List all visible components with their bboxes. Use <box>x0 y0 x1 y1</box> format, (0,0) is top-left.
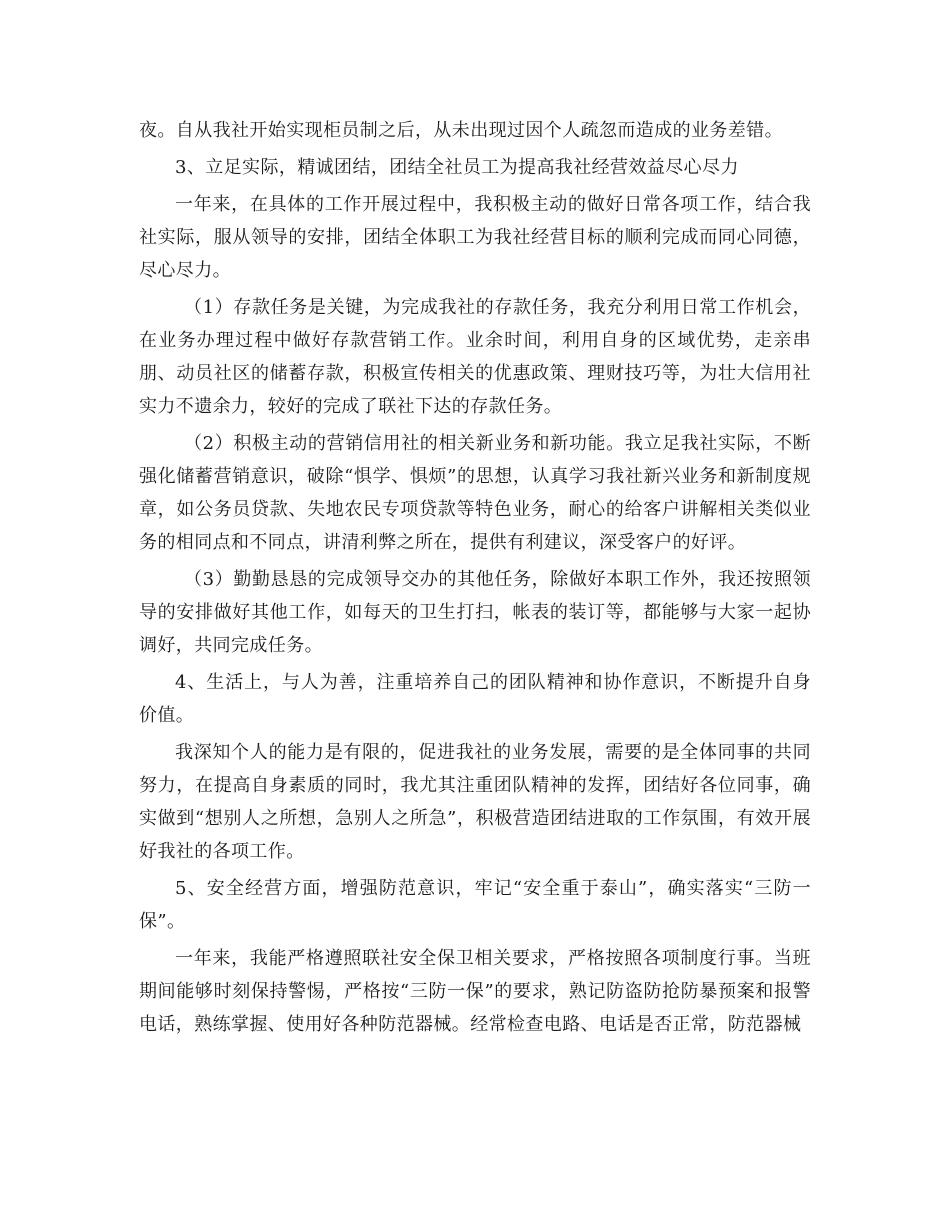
sub-item-2: （2）积极主动的营销信用社的相关新业务和新功能。我立足我社实际，不断强化储蓄营销意识，破除“惧学、惧烦”的思想，认真学习我社新兴业务和新制度规章，如公务员贷款、失地农民专项贷款等特色业务，耐心的给客户讲解相关类似业务的相同点和不同点，讲清利弊之所在，提供有利建议，深受客户的好评。 <box>139 433 811 553</box>
section-heading-4: 4、生活上，与人为善，注重培养自己的团队精神和协作意识，不断提升自身价值。 <box>139 672 811 726</box>
paragraph: 我深知个人的能力是有限的，促进我社的业务发展，需要的是全体同事的共同努力，在提高自身素质的同时，我尤其注重团队精神的发挥，团结好各位同事，确实做到“想别人之所想，急别人之所急”，积极营造团结进取的工作氛围，有效开展好我社的各项工作。 <box>139 742 811 862</box>
sub-item-3: （3）勤勤恳恳的完成领导交办的其他任务，除做好本职工作外，我还按照领导的安排做好其他工作，如每天的卫生打扫，帐表的装订等，都能够与大家一起协调好，共同完成任务。 <box>139 569 811 656</box>
sub-item-1: （1）存款任务是关键，为完成我社的存款任务，我充分利用日常工作机会，在业务办理过程中做好存款营销工作。业余时间，利用自身的区域优势，走亲串朋、动员社区的储蓄存款，积极宣传相关的优惠政策、理财技巧等，为壮大信用社实力不遗余力，较好的完成了联社下达的存款任务。 <box>139 297 811 417</box>
section-heading-3: 3、立足实际，精诚团结，团结全社员工为提高我社经营效益尽心尽力 <box>175 157 739 178</box>
paragraph: 一年来，在具体的工作开展过程中，我积极主动的做好日常各项工作，结合我社实际，服从领导的安排，团结全体职工为我社经营目标的顺利完成而同心同德，尽心尽力。 <box>139 194 811 281</box>
paragraph: 一年来，我能严格遵照联社安全保卫相关要求，严格按照各项制度行事。当班期间能够时刻保持警惕，严格按“三防一保”的要求，熟记防盗防抢防暴预案和报警电话，熟练掌握、使用好各种防范器械。经常检查电路、电话是否正常，防范器械 <box>139 948 811 1035</box>
section-heading-5: 5、安全经营方面，增强防范意识，牢记“安全重于泰山”，确实落实“三防一保”。 <box>139 878 811 932</box>
paragraph-continuation: 夜。自从我社开始实现柜员制之后，从未出现过因个人疏忽而造成的业务差错。 <box>139 120 783 141</box>
document-body <box>139 114 811 1045</box>
